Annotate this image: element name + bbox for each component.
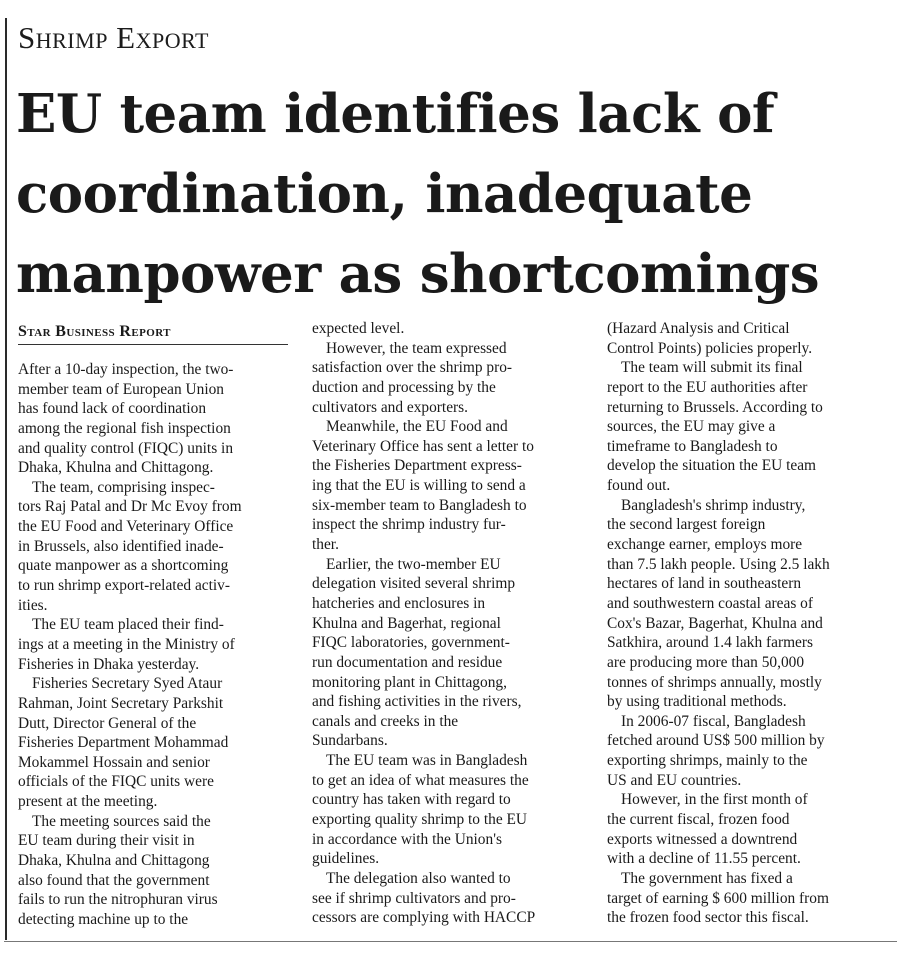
body-text-line: cessors are complying with HACCP — [312, 909, 536, 927]
body-text-line: fetched around US$ 500 million by — [607, 732, 825, 750]
body-text-line: Veterinary Office has sent a letter to — [312, 437, 534, 455]
body-text-line: delegation visited several shrimp — [312, 575, 516, 593]
headline-line: EU team identifies lack of — [16, 83, 775, 145]
body-text-line: and fishing activities in the rivers, — [312, 693, 522, 711]
body-text-line: member team of European Union — [18, 380, 224, 398]
body-text-line: canals and creeks in the — [312, 712, 459, 730]
body-text-line: tonnes of shrimps annually, mostly — [607, 673, 822, 691]
body-text-line: run documentation and residue — [312, 653, 503, 671]
body-text-line: detecting machine up to the — [18, 910, 189, 928]
body-text-line: satisfaction over the shrimp pro- — [312, 359, 513, 377]
body-text-line: inspect the shrimp industry fur- — [312, 516, 506, 534]
body-text-line: the second largest foreign — [607, 516, 766, 534]
body-text-line: The government has fixed a — [621, 869, 793, 887]
body-text-line: timeframe to Bangladesh to — [607, 437, 778, 455]
body-text-line: returning to Brussels. According to — [607, 398, 823, 416]
body-text-line: quate manpower as a shortcoming — [18, 557, 229, 575]
body-text-line: ings at a meeting in the Ministry of — [18, 635, 235, 653]
article-column-1 — [18, 360, 290, 930]
byline: Star Business Report — [18, 323, 171, 340]
body-text-line: Dhaka, Khulna and Chittagong — [18, 852, 210, 870]
body-text-line: guidelines. — [312, 850, 380, 868]
body-text-line: hatcheries and enclosures in — [312, 594, 486, 612]
body-text-line: Khulna and Bagerhat, regional — [312, 614, 501, 632]
body-text-line: to run shrimp export-related activ- — [18, 577, 230, 595]
body-text-line: The team, comprising inspec- — [32, 478, 215, 496]
body-text-line: report to the EU authorities after — [607, 378, 808, 396]
body-text-line: EU team during their visit in — [18, 832, 195, 850]
body-text-line: Dhaka, Khulna and Chittagong. — [18, 459, 214, 477]
body-text-line: present at the meeting. — [18, 793, 158, 811]
body-text-line: The team will submit its final — [621, 359, 803, 377]
body-text-line: the EU Food and Veterinary Office — [18, 518, 234, 536]
body-text-line: exporting quality shrimp to the EU — [312, 811, 528, 829]
body-text-line: The EU team was in Bangladesh — [326, 752, 528, 770]
body-text-line: the frozen food sector this fiscal. — [607, 909, 809, 927]
body-text-line: officials of the FIQC units were — [18, 773, 214, 791]
body-text-line: the Fisheries Department express- — [312, 457, 522, 475]
left-column-rule — [5, 18, 7, 940]
body-text-line: see if shrimp cultivators and pro- — [312, 889, 516, 907]
body-text-line: The meeting sources said the — [32, 812, 211, 830]
body-text-line: FIQC laboratories, government- — [312, 634, 510, 652]
body-text-line: six-member team to Bangladesh to — [312, 496, 527, 514]
body-text-line: Dutt, Director General of the — [18, 714, 197, 732]
body-text-line: Bangladesh's shrimp industry, — [621, 496, 806, 514]
body-text-line: and southwestern coastal areas of — [607, 594, 813, 612]
body-text-line: sources, the EU may give a — [607, 418, 776, 436]
body-text-line: exports witnessed a downtrend — [607, 830, 798, 848]
body-text-line: Satkhira, around 1.4 lakh farmers — [607, 634, 813, 652]
headline-line: manpower as shortcomings — [16, 243, 820, 305]
body-text-line: in accordance with the Union's — [312, 830, 502, 848]
body-text-line: also found that the government — [18, 871, 210, 889]
body-text-line: Sundarbans. — [312, 732, 388, 750]
body-text-line: However, in the first month of — [621, 791, 808, 809]
body-text-line: After a 10-day inspection, the two- — [18, 361, 234, 378]
headline-line: coordination, inadequate — [16, 163, 753, 225]
body-text-line: develop the situation the EU team — [607, 457, 816, 475]
body-text-line: are producing more than 50,000 — [607, 653, 805, 671]
body-text-line: Earlier, the two-member EU — [326, 555, 501, 573]
body-text-line: found out. — [607, 477, 671, 495]
body-text-line: Control Points) policies properly. — [607, 339, 813, 357]
body-text-line: cultivators and exporters. — [312, 398, 468, 416]
body-text-line: The delegation also wanted to — [326, 869, 511, 887]
body-text-line: target of earning $ 600 million from — [607, 889, 829, 907]
bottom-rule — [4, 941, 897, 942]
article-column-2 — [312, 319, 584, 928]
body-text-line: US and EU countries. — [607, 771, 742, 789]
body-text-line: the current fiscal, frozen food — [607, 811, 790, 829]
body-text-line: exchange earner, employs more — [607, 536, 803, 554]
body-text-line: tors Raj Patal and Dr Mc Evoy from — [18, 498, 242, 516]
body-text-line: than 7.5 lakh people. Using 2.5 lakh — [607, 555, 830, 573]
body-text-line: Mokammel Hossain and senior — [18, 753, 210, 771]
body-text-line: Fisheries in Dhaka yesterday. — [18, 655, 200, 673]
body-text-line: Rahman, Joint Secretary Parkshit — [18, 694, 224, 712]
body-text-line: monitoring plant in Chittagong, — [312, 673, 507, 691]
body-text-line: The EU team placed their find- — [32, 616, 224, 634]
body-text-line: expected level. — [312, 320, 405, 337]
body-text-line: fails to run the nitrophuran virus — [18, 891, 218, 909]
body-text-line: ing that the EU is willing to send a — [312, 477, 526, 495]
article-column-3 — [607, 319, 879, 928]
body-text-line: However, the team expressed — [326, 339, 507, 357]
body-text-line: In 2006-07 fiscal, Bangladesh — [621, 712, 806, 730]
section-kicker: Shrimp Export — [18, 20, 209, 55]
body-text-line: and quality control (FIQC) units in — [18, 439, 234, 457]
body-text-line: Fisheries Secretary Syed Ataur — [32, 675, 223, 693]
body-text-line: exporting shrimps, mainly to the — [607, 752, 808, 770]
body-text-line: country has taken with regard to — [312, 791, 511, 809]
body-text-line: among the regional fish inspection — [18, 419, 231, 437]
body-text-line: duction and processing by the — [312, 378, 496, 396]
byline-rule — [18, 344, 288, 345]
body-text-line: Meanwhile, the EU Food and — [326, 418, 508, 436]
body-text-line: hectares of land in southeastern — [607, 575, 802, 593]
body-text-line: Cox's Bazar, Bagerhat, Khulna and — [607, 614, 823, 632]
headline — [16, 74, 896, 314]
body-text-line: (Hazard Analysis and Critical — [607, 320, 790, 337]
body-text-line: ther. — [312, 536, 339, 554]
body-text-line: by using traditional methods. — [607, 693, 787, 711]
body-text-line: to get an idea of what measures the — [312, 771, 529, 789]
body-text-line: ities. — [18, 596, 48, 614]
body-text-line: has found lack of coordination — [18, 400, 207, 418]
body-text-line: Fisheries Department Mohammad — [18, 734, 229, 752]
body-text-line: in Brussels, also identified inade- — [18, 537, 224, 555]
body-text-line: with a decline of 11.55 percent. — [607, 850, 801, 868]
